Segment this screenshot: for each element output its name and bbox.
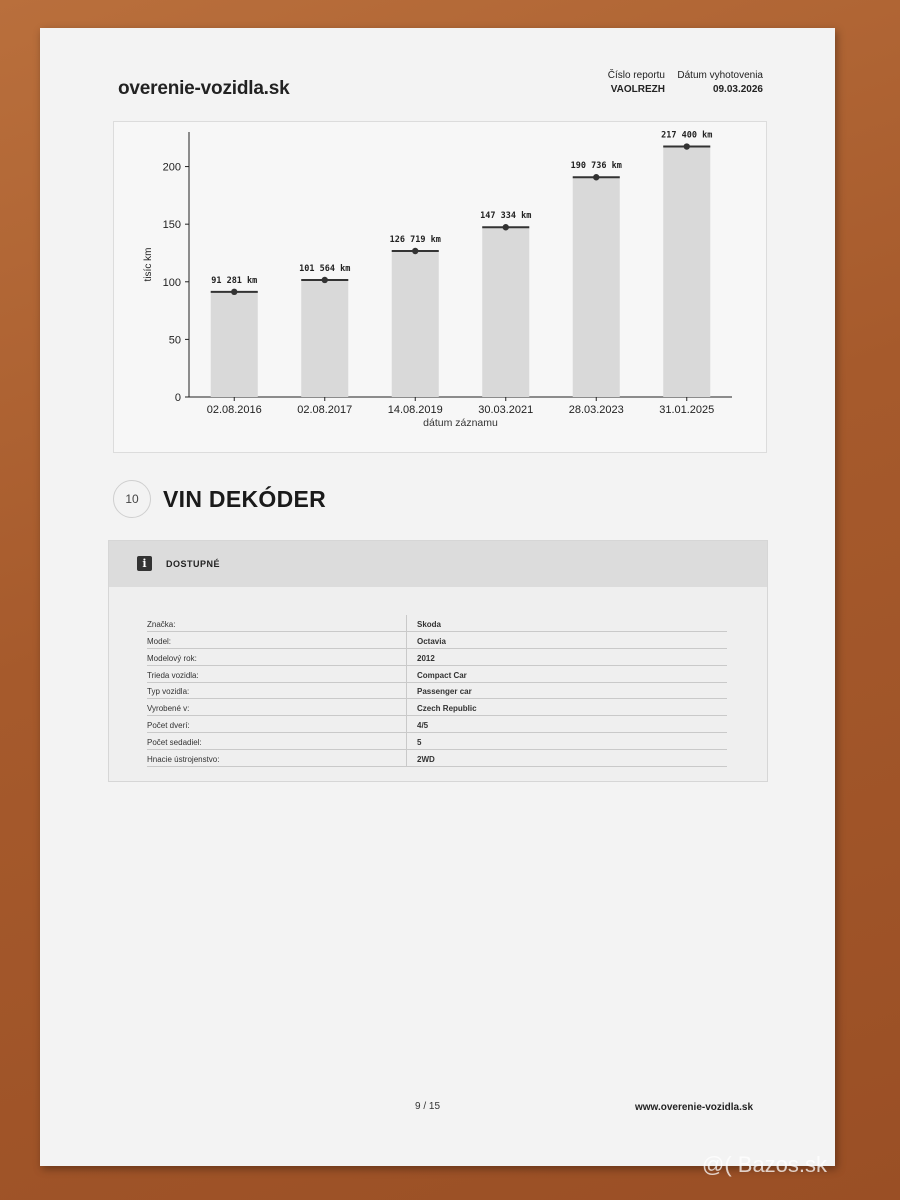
vin-row	[147, 750, 727, 767]
bar	[482, 227, 529, 397]
report-page	[40, 28, 835, 1166]
section-title: VIN DEKÓDER	[163, 486, 327, 512]
vin-row-key: Typ vozidla:	[147, 683, 407, 699]
y-axis-label: tisíc km	[143, 247, 154, 282]
bar-marker	[322, 277, 328, 283]
vin-decoder-card	[108, 540, 768, 782]
vin-row-value: Skoda	[417, 619, 442, 629]
bar	[301, 280, 348, 397]
vin-row	[147, 733, 727, 750]
data-label: 147 334 km	[480, 211, 532, 222]
y-tick-label: 200	[162, 161, 181, 174]
vin-row-key: Počet dverí:	[147, 716, 407, 732]
vin-status-label: DOSTUPNÉ	[166, 559, 221, 569]
vin-row-value: 2012	[417, 653, 435, 663]
footer-url: www.overenie-vozidla.sk	[635, 1102, 754, 1113]
y-tick-label: 100	[162, 276, 181, 289]
vin-row	[147, 683, 727, 700]
bar	[211, 292, 258, 397]
data-label: 190 736 km	[570, 161, 622, 172]
bar-marker	[503, 224, 509, 230]
info-icon: i	[137, 556, 152, 571]
bar-marker	[684, 143, 690, 149]
bar-marker	[231, 289, 237, 295]
report-date-value: 09.03.2026	[712, 84, 763, 95]
report-date-label: Dátum vyhotovenia	[677, 70, 763, 81]
report-date-block	[668, 70, 763, 95]
vin-table	[147, 615, 727, 767]
report-number-block	[585, 70, 665, 95]
x-axis-label: dátum záznamu	[423, 417, 498, 429]
mileage-chart-svg	[114, 122, 766, 452]
bar	[663, 147, 710, 397]
bar-marker	[593, 174, 599, 180]
x-tick-label: 02.08.2017	[297, 404, 353, 416]
vin-row-key: Hnacie ústrojenstvo:	[147, 750, 407, 766]
y-tick-label: 150	[162, 219, 181, 232]
x-tick-label: 31.01.2025	[659, 404, 715, 416]
report-number-label: Číslo reportu	[607, 70, 665, 81]
vin-row-key: Trieda vozidla:	[147, 666, 407, 682]
data-label: 217 400 km	[661, 130, 713, 141]
bazos-watermark: @( Bazos.sk	[702, 1152, 828, 1177]
y-tick-label: 50	[168, 334, 181, 347]
report-number-value: VAOLREZH	[610, 84, 665, 95]
vin-card-header	[109, 541, 767, 587]
bar-marker	[412, 248, 418, 254]
vin-row-value: 2WD	[417, 755, 435, 765]
vin-row	[147, 615, 727, 632]
vin-row-value: Octavia	[417, 636, 446, 646]
vin-row-value: Czech Republic	[417, 704, 477, 714]
mileage-chart	[113, 121, 767, 453]
x-tick-label: 28.03.2023	[568, 404, 624, 416]
data-label: 126 719 km	[389, 234, 441, 245]
vin-row-key: Počet sedadiel:	[147, 733, 407, 749]
vin-row-key: Značka:	[147, 615, 407, 631]
section-number-badge: 10	[113, 480, 151, 518]
vin-row-key: Model:	[147, 632, 407, 648]
data-label: 101 564 km	[299, 263, 351, 274]
bar	[392, 251, 439, 397]
vin-row	[147, 666, 727, 683]
x-tick-label: 30.03.2021	[478, 404, 534, 416]
vin-row-key: Modelový rok:	[147, 649, 407, 665]
data-label: 91 281 km	[211, 275, 258, 286]
y-tick-label: 0	[174, 392, 181, 404]
page-number: 9 / 15	[415, 1101, 441, 1112]
vin-row-value: 5	[417, 738, 422, 748]
vin-row-value: 4/5	[417, 721, 429, 731]
vin-row	[147, 649, 727, 666]
vin-row-value: Passenger car	[417, 687, 472, 697]
vin-row	[147, 716, 727, 733]
vin-row-value: Compact Car	[417, 670, 467, 680]
vin-row	[147, 699, 727, 716]
vin-row-key: Vyrobené v:	[147, 699, 407, 715]
site-logo: overenie-vozidla.sk	[118, 78, 290, 99]
vin-row	[147, 632, 727, 649]
x-tick-label: 02.08.2016	[206, 404, 262, 416]
x-tick-label: 14.08.2019	[387, 404, 443, 416]
bar	[573, 177, 620, 397]
